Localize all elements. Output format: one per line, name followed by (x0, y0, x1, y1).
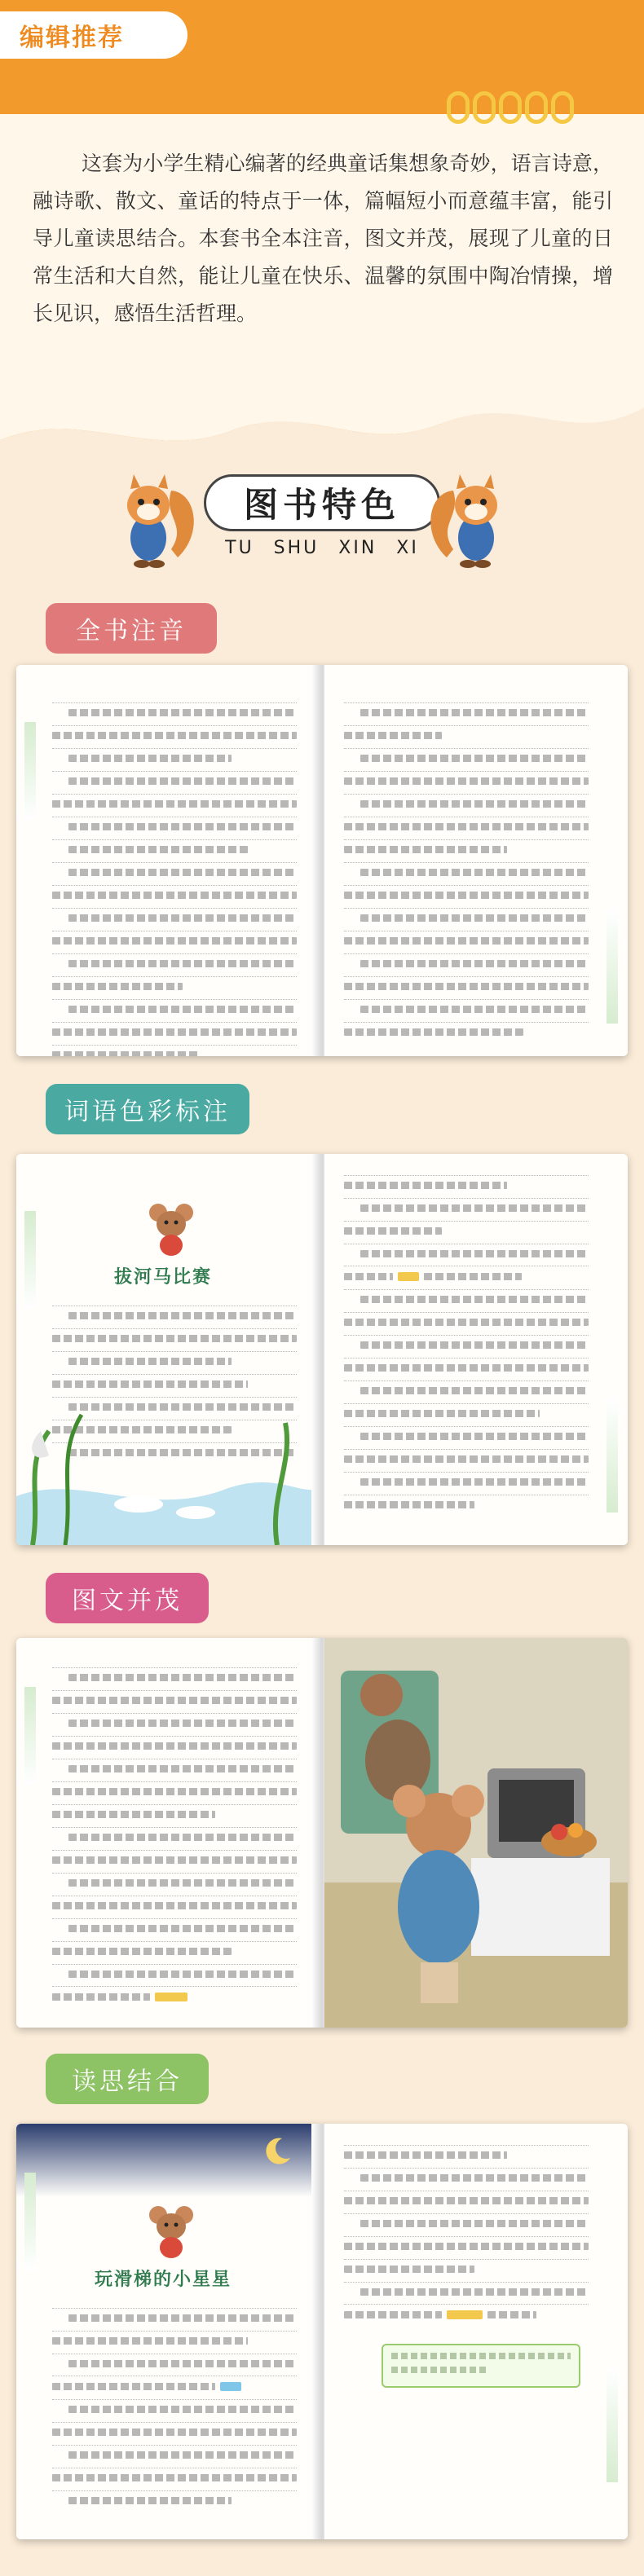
section-label: 词语色彩标注 (46, 1084, 249, 1134)
section-label: 读思结合 (46, 2054, 209, 2104)
side-mark (24, 2173, 36, 2270)
side-mark (607, 909, 618, 1024)
side-mark (24, 1687, 36, 1785)
book-page-right (324, 1638, 628, 2028)
page-text-block (344, 698, 589, 1040)
section-label: 图文并茂 (46, 1573, 209, 1623)
book-spread (16, 1154, 628, 1545)
page-text-block (52, 1662, 297, 2005)
mouse-icon (147, 1200, 196, 1257)
page-text-block (52, 2303, 297, 2508)
binder-rings-icon (447, 91, 574, 124)
editor-tag-label: 编辑推荐 (20, 24, 124, 52)
book-spread (16, 665, 628, 1056)
paper-wave-decoration (0, 375, 644, 456)
book-page-left (16, 665, 320, 1056)
features-pinyin: TU SHU XIN XI (225, 538, 419, 558)
side-mark (607, 2368, 618, 2482)
page-text-block (344, 1170, 589, 1513)
squirrel-icon (429, 468, 510, 572)
side-mark (607, 1398, 618, 1513)
side-mark (24, 1211, 36, 1309)
section-label: 全书注音 (46, 603, 217, 654)
editor-tag (0, 11, 187, 59)
book-page-left (16, 2124, 320, 2539)
reading-question-box (382, 2344, 580, 2388)
section-illustrated (0, 1573, 644, 2029)
book-page-right (324, 665, 628, 1056)
book-page-right (324, 2124, 628, 2539)
section-pinyin (0, 603, 644, 1059)
page-text-block (52, 698, 297, 1056)
book-spread (16, 1638, 628, 2028)
features-header (0, 456, 644, 579)
book-page-left (16, 1638, 320, 2028)
section-word-color (0, 1084, 644, 1548)
mouse-icon (147, 2202, 196, 2259)
book-page-right (324, 1154, 628, 1545)
moon-icon (261, 2135, 293, 2168)
side-mark (24, 722, 36, 820)
squirrel-icon (114, 468, 196, 572)
intro-text: 这套为小学生精心编著的经典童话集想象奇妙，语言诗意，融诗歌、散文、童话的特点于一体，篇幅短小而意蕴丰富，能引导儿童读思结合。本套书全本注音，图文并茂，展现了儿童的日常生活和大自然，能让儿童在快乐、温馨的氛围中陶冶情操，增长见识，感悟生活哲理。 (33, 152, 613, 325)
page-text-block (344, 2140, 589, 2323)
story-title: 玩滑梯的小星星 (95, 2270, 232, 2290)
story-title: 拔河马比赛 (114, 1267, 213, 1288)
book-spread (16, 2124, 628, 2539)
editor-recommendation-panel (0, 0, 644, 456)
features-title: 图书特色 (204, 474, 440, 531)
lake-illustration (16, 1398, 320, 1545)
section-read-think (0, 2054, 644, 2559)
book-page-left (16, 1154, 320, 1545)
mouse-family-illustration (324, 1638, 628, 2028)
